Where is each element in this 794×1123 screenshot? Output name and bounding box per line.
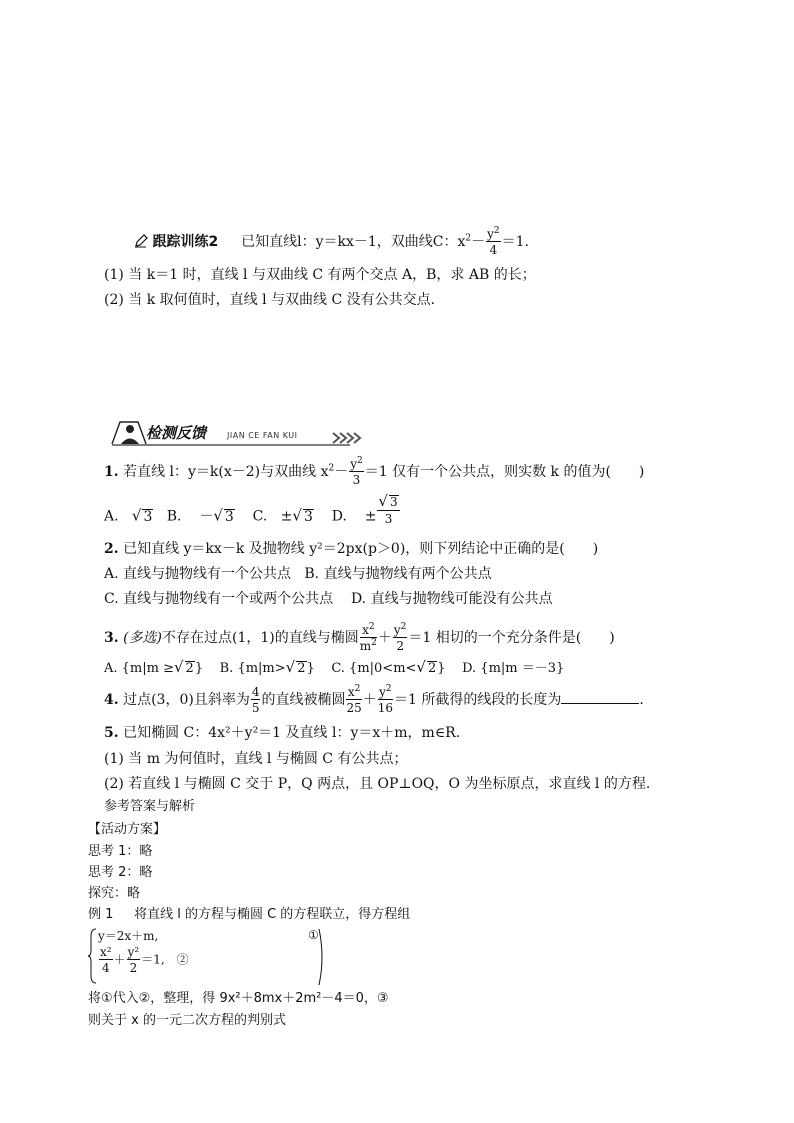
pencil-icon: [134, 234, 148, 251]
answer-blank[interactable]: [561, 691, 639, 704]
answer-explore: 探究：略: [88, 886, 141, 901]
banner-subtitle: JIAN CE FAN KUI: [227, 431, 298, 440]
question-5-part1: (1) 当 m 为何值时，直线 l 与椭圆 C 有公共点；: [104, 751, 408, 767]
question-2: 2. 已知直线 y＝kx－k 及抛物线 y²＝2px(p＞0)，则下列结论中正确的是( ): [104, 541, 599, 557]
answers-title: 参考答案与解析: [104, 799, 196, 814]
track-intro: 已知直线l：y＝kx－1，双曲线C：x: [241, 234, 466, 250]
example-1-line: 例 1 将直线 l 的方程与椭圆 C 的方程联立，得方程组: [88, 907, 411, 922]
question-4: 4. 过点(3，0)且斜率为 $\frac{4}{5}$ 的直线被椭圆 $\frac{x^2}{25}$ ＋ $\frac{y^2}{16}$ ＝1 所截得的线段的长度为 .: [104, 684, 644, 715]
question-2-row2: C. 直线与抛物线有一个或两个公共点 D. 直线与抛物线可能没有公共点: [104, 591, 553, 607]
track-q1: (1) 当 k＝1 时，直线 l 与双曲线 C 有两个交点 A，B，求 AB 的长；: [104, 267, 536, 283]
question-5-part2: (2) 若直线 l 与椭圆 C 交于 P，Q 两点，且 OP⊥OQ，O 为坐标原点，求直线 l 的方程.: [104, 776, 651, 792]
track-tail: ＝1.: [501, 234, 529, 250]
double-chevron-icon: [332, 431, 362, 445]
equation-system: [88, 928, 328, 986]
discriminant-line: 则关于 x 的一元二次方程的判别式: [88, 1013, 286, 1028]
banner-title: 检测反馈: [146, 424, 207, 442]
track-q2: (2) 当 k 取何值时，直线 l 与双曲线 C 没有公共交点.: [104, 292, 436, 308]
answers-section: 【活动方案】: [88, 822, 167, 837]
left-brace: [88, 928, 98, 984]
answer-think-2: 思考 2：略: [88, 865, 153, 880]
question-1: 1. 若直线 l：y＝k(x－2)与双曲线 $x^2-$ $\frac{y^2}{3}$ ＝1 仅有一个公共点，则实数 k 的值为( ): [104, 456, 645, 487]
question-3: 3. (多选)不存在过点(1，1)的直线与椭圆 $\frac{x^2}{m^2}$ ＋ $\frac{y^2}{2}$ ＝1 相切的一个充分条件是( ): [104, 622, 615, 653]
question-5: 5. 已知椭圆 C：4x²＋y²＝1 及直线 l：y＝x＋m，m∈R.: [104, 725, 461, 741]
mark-1: ①: [308, 928, 319, 942]
track-heading-line: 跟踪训练2 已知直线l：y＝kx－1，双曲线C：$x^2-$ $\frac{y^2}{4}$ ＝1.: [134, 228, 529, 256]
track-fraction: $\frac{y^2}{4}$: [487, 226, 500, 257]
system-line-1: y＝2x＋m,: [98, 929, 159, 943]
feedback-banner: [110, 416, 366, 448]
question-2-row1: A. 直线与抛物线有一个公共点 B. 直线与抛物线有两个公共点: [104, 566, 492, 582]
substitution-line: 将①代入②，整理，得 9x²＋8mx＋2m²－4＝0，③: [88, 991, 389, 1006]
right-paren: [318, 928, 326, 986]
system-line-2: $\frac{\text{x²}}{4}$ ＋ $\frac{\text{y²}}{2}$ ＝1, ②: [100, 945, 189, 975]
answer-think-1: 思考 1：略: [88, 844, 153, 859]
track-label: 跟踪训练2: [152, 234, 219, 250]
question-1-options: A. √ 3 B. －√ 3 C. ±√ 3 D. ± $\frac{√ 3}{3}$: [104, 492, 398, 527]
question-3-options: A. {m|m ≥√ 2} B. {m|m>√ 2} C. {m|0<m<√ 2} D. {m|m ＝－3}: [104, 658, 565, 676]
